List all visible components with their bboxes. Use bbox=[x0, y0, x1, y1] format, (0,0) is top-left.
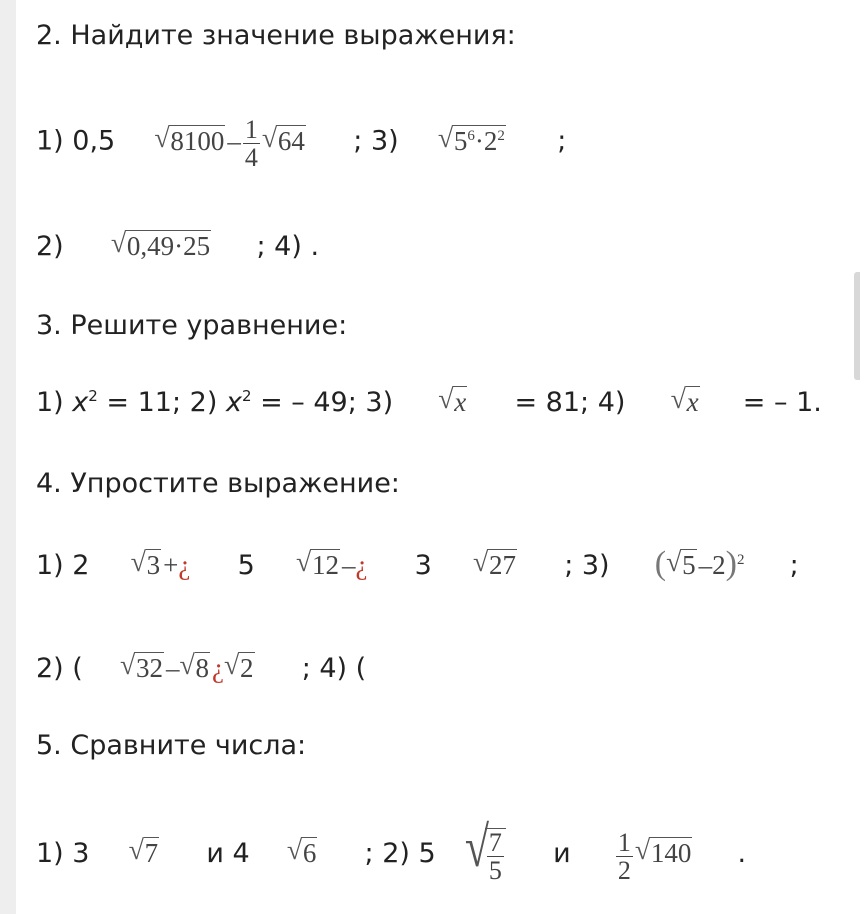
section-3-line-1: 1) $x^2 = 11$; 2) $x^2$ = – 49; 3) √ x = 81; 4) √ x = – 1. bbox=[36, 386, 822, 419]
line-end: ; bbox=[557, 125, 567, 157]
item-label: 1) 0,5 bbox=[36, 125, 116, 157]
section-2-line-1 bbox=[36, 116, 566, 171]
math-sqrt-x-2: √ x bbox=[671, 387, 702, 417]
math-expression-4-3: √ 27 bbox=[473, 550, 519, 580]
math-expression-2: √ 0,49·25 bbox=[111, 231, 220, 261]
math-sqrt-7: √ 7 bbox=[129, 838, 162, 868]
math-expression-4-2: √ 12 –¿ bbox=[296, 550, 367, 580]
math-expression-4-4: (√ 5 –2)$^2$ bbox=[655, 550, 745, 580]
section-2-line-2 bbox=[36, 230, 319, 263]
math-expression-4-5: √ 32 –√ 8 ¿√ 2 bbox=[120, 653, 256, 683]
line-end: ; 4) . bbox=[256, 231, 320, 262]
section-4-line-1: 1) 2 √ 3 +¿ 5 √ 12 –¿ 3 √ 27 ; 3) (√ 5 –2)$^2$ ; bbox=[36, 548, 799, 582]
document-content bbox=[16, 0, 850, 914]
math-sqrt-x-1: √ x bbox=[438, 387, 469, 417]
left-margin bbox=[0, 0, 16, 914]
section-4-heading: 4. Упростите выражение: bbox=[36, 468, 400, 499]
math-expression-3: √ $5^6\cdot 2^2$ bbox=[438, 126, 515, 156]
section-4-line-2: 2) ( √ 32 –√ 8 ¿√ 2 ; 4) ( bbox=[36, 652, 366, 685]
math-sqrt-6: √ 6 bbox=[287, 838, 320, 868]
math-expression-4-1: √ 3 +¿ bbox=[131, 550, 191, 580]
math-expression-1: √ 8100 – $\frac{1}{4}$ √ 64 bbox=[154, 126, 314, 156]
section-5-line-1: 1) 3 √ 7 и 4 √ 6 ; 2) 5 √ $\frac{7}{5}$ и $\frac{1}{2}$ √ 140 . bbox=[36, 828, 746, 884]
separator: ; 3) bbox=[353, 125, 399, 157]
math-half-sqrt-140: $\frac{1}{2}$ √ 140 bbox=[614, 838, 695, 868]
section-3-heading: 3. Решите уравнение: bbox=[36, 310, 348, 341]
section-2-heading: 2. Найдите значение выражения: bbox=[36, 20, 516, 51]
scroll-tab[interactable] bbox=[854, 272, 860, 380]
item-label: 2) bbox=[36, 231, 64, 262]
section-5-heading: 5. Сравните числа: bbox=[36, 730, 307, 761]
math-sqrt-fraction: √ $\frac{7}{5}$ bbox=[465, 838, 506, 868]
